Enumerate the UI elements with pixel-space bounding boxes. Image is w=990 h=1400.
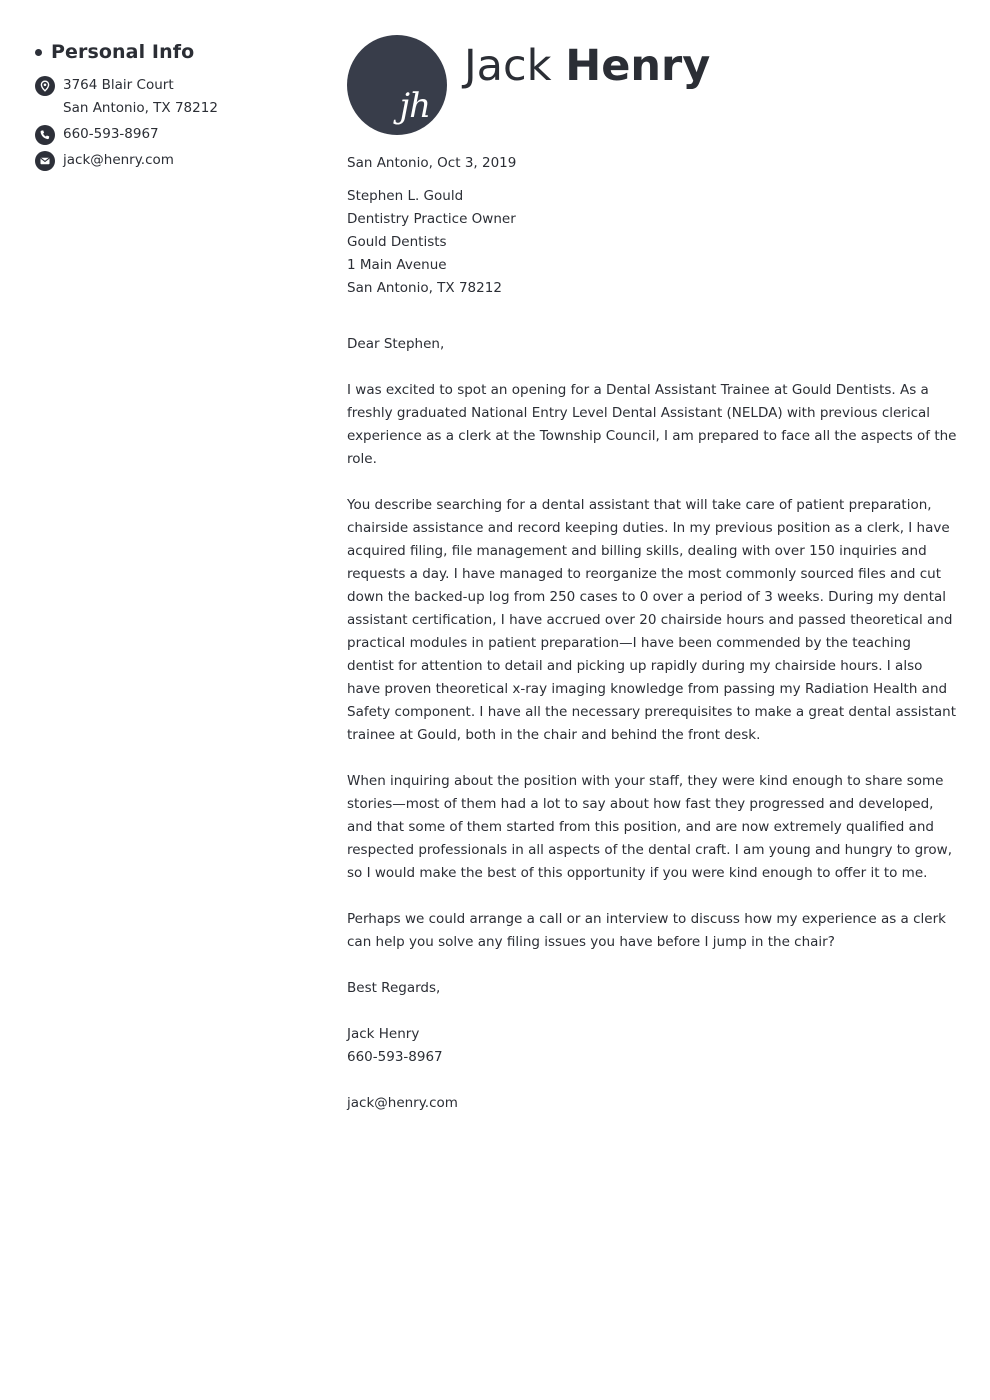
phone-text: 660-593-8967: [63, 126, 159, 142]
paragraph-4: [347, 908, 959, 954]
closing: Best Regards,: [347, 980, 441, 996]
last-name: Henry: [565, 41, 711, 91]
contact-email: [35, 151, 325, 172]
paragraph-text: Perhaps we could arrange a call or an interview to discuss how my experience as a clerk can help you solve any filing issues you have before I jump in the chair?: [347, 911, 946, 950]
recipient-city: San Antonio, TX 78212: [347, 280, 502, 296]
recipient-block: [347, 185, 959, 300]
signature-name: Jack Henry: [347, 1026, 420, 1042]
paragraph-text: I was excited to spot an opening for a Dental Assistant Trainee at Gould Dentists. As a freshly graduated National Entry Level Dental Assistant (NELDA) with previous clerical experience as a clerk at the Township Council, I am prepared to face all the aspects of the role.: [347, 382, 957, 467]
monogram-text: jh: [399, 86, 430, 126]
date-line: San Antonio, Oct 3, 2019: [347, 155, 517, 171]
recipient-title: Dentistry Practice Owner: [347, 211, 516, 227]
paragraph-2: [347, 494, 959, 747]
signature-phone: 660-593-8967: [347, 1049, 443, 1065]
signature-block: [347, 1023, 959, 1069]
monogram-avatar: [347, 35, 447, 135]
address-line-2: San Antonio, TX 78212: [63, 100, 218, 116]
contact-address: [35, 76, 325, 120]
first-name: Jack: [464, 41, 552, 91]
sidebar: [35, 38, 325, 177]
recipient-street: 1 Main Avenue: [347, 257, 447, 273]
recipient-name: Stephen L. Gould: [347, 188, 464, 204]
phone-icon: [35, 125, 55, 145]
envelope-icon: [35, 151, 55, 171]
contact-phone: [35, 125, 325, 146]
paragraph-text: You describe searching for a dental assistant that will take care of patient preparation, chairside assistance and record keeping duties. In my previous position as a clerk, I have acquired filing, file management and billing skills, dealing with over 150 inquiries and requests a day. I have managed to reorganize the most commonly sourced files and cut down the backed-up log from 250 cases to 0 over a period of 3 weeks. During my dental assistant certification, I have accrued over 20 chairside hours and passed theoretical and practical modules in patient preparation—I have been commended by the teaching dentist for attention to detail and picking up rapidly during my chairside hours. I also have proven theoretical x-ray imaging knowledge from passing my Radiation Health and Safety component. I have all the necessary prerequisites to make a great dental assistant trainee at Gould, both in the chair and behind the front desk.: [347, 497, 956, 743]
email-text: jack@henry.com: [63, 152, 174, 168]
letter-header: [347, 35, 959, 135]
applicant-name: [464, 42, 710, 90]
paragraph-3: [347, 770, 959, 885]
address-line-1: 3764 Blair Court: [63, 77, 174, 93]
personal-info-heading: [35, 38, 325, 66]
recipient-company: Gould Dentists: [347, 234, 447, 250]
salutation: Dear Stephen,: [347, 336, 445, 352]
letter-body: [347, 152, 959, 1115]
paragraph-1: [347, 379, 959, 471]
bullet-icon: [35, 49, 42, 56]
signature-email: jack@henry.com: [347, 1095, 458, 1111]
paragraph-text: When inquiring about the position with your staff, they were kind enough to share some stories—most of them had a lot to say about how fast they progressed and developed, and that some of them started from this position, and are now extremely qualified and respected professionals in all aspects of the dental craft. I am young and hungry to grow, so I would make the best of this opportunity if you were kind enough to offer it to me.: [347, 773, 953, 881]
letter-main: [347, 35, 959, 1115]
sidebar-heading-text: Personal Info: [51, 41, 195, 63]
location-pin-icon: [35, 76, 55, 96]
